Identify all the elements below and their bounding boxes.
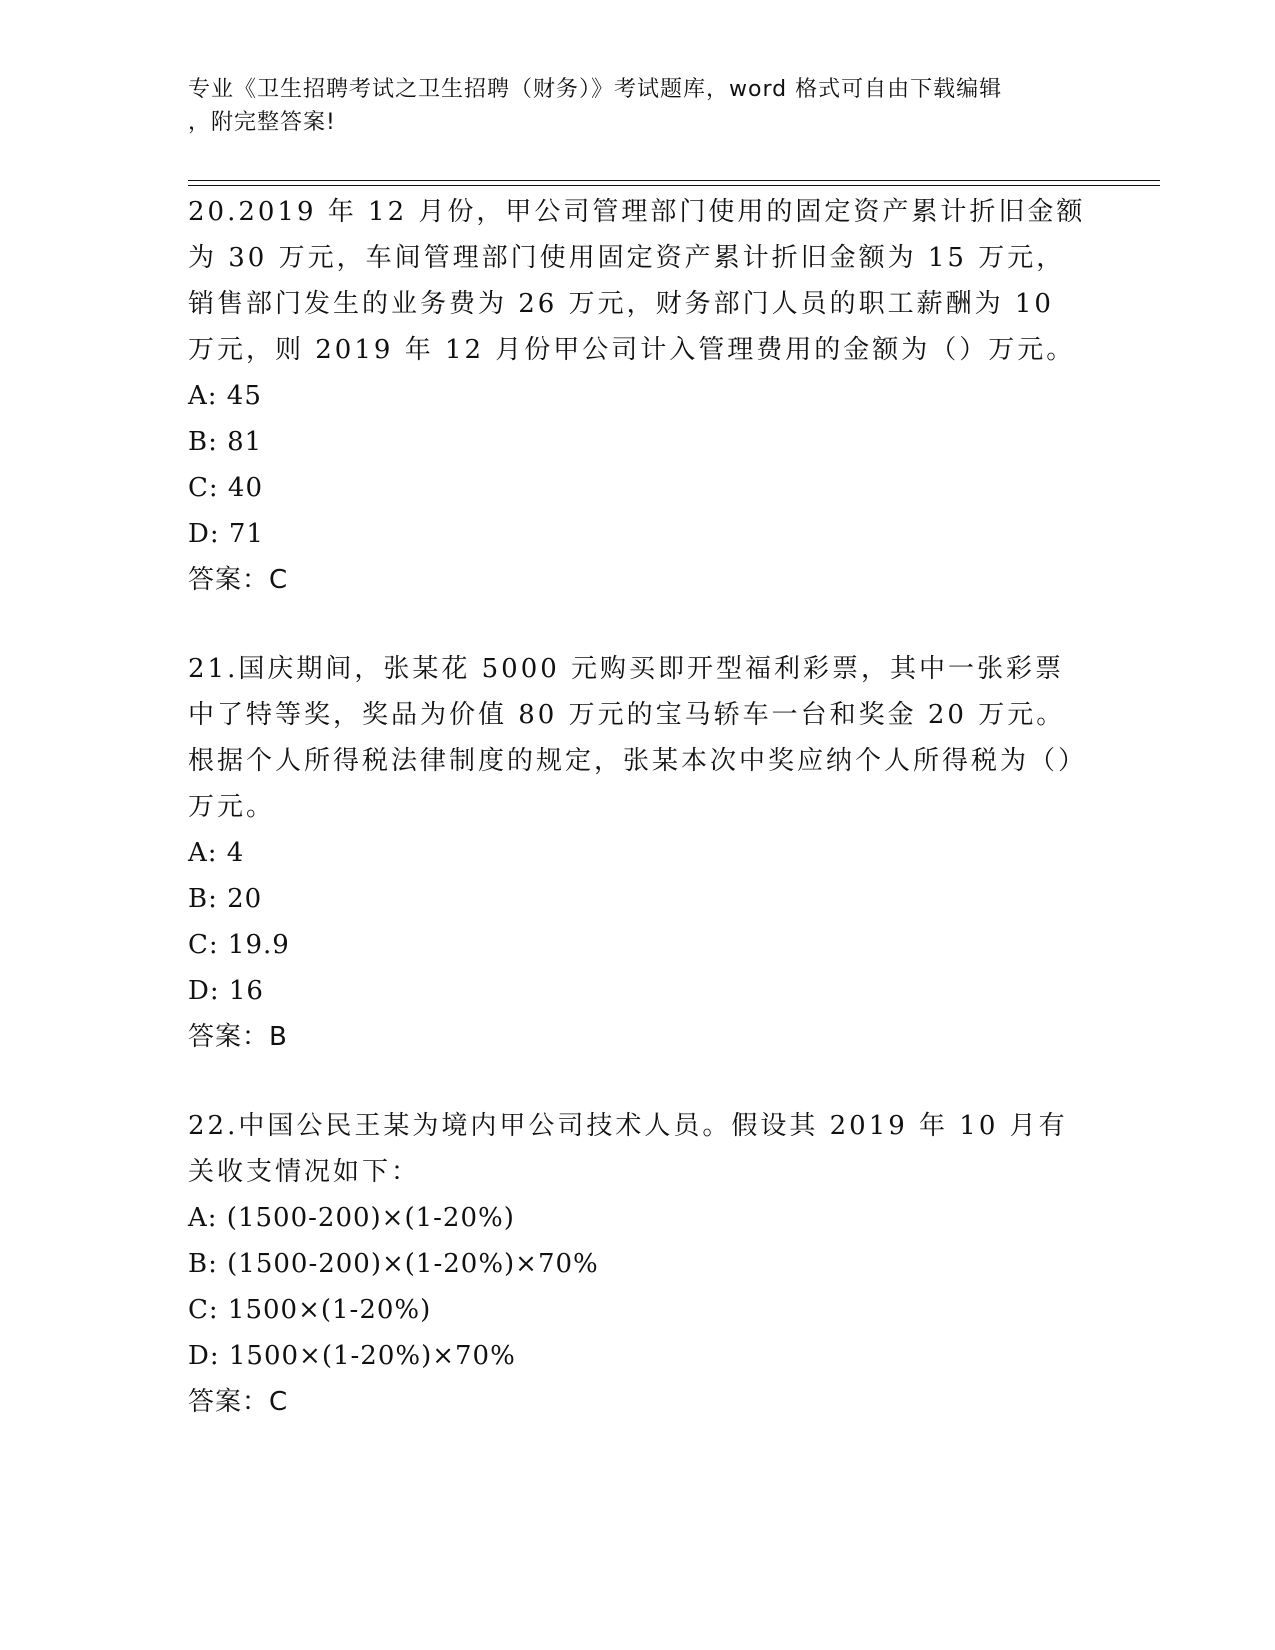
question-22 xyxy=(188,1103,1088,1425)
option-c: C: 19.9 xyxy=(188,930,290,960)
answer-line: 答案：C xyxy=(188,565,289,595)
option-list xyxy=(188,830,1088,1014)
option-d: D: 1500×(1-20%)×70% xyxy=(188,1341,516,1371)
header-note: 专业《卫生招聘考试之卫生招聘（财务）》考试题库，word 格式可自由下载编辑 ，附完整答案! xyxy=(188,77,1003,135)
question-21 xyxy=(188,646,1088,1060)
question-stem: 21.国庆期间，张某花 5000 元购买即开型福利彩票，其中一张彩票中了特等奖，奖品为价值 80 万元的宝马轿车一台和奖金 20 万元。根据个人所得税法律制度的规定，张某本次中奖应纳个人所得税为（）万元。 xyxy=(188,654,1088,822)
answer-line: 答案：B xyxy=(188,1022,288,1052)
option-b: B: 20 xyxy=(188,884,263,914)
option-d: D: 71 xyxy=(188,519,264,549)
option-list xyxy=(188,373,1088,557)
header-divider-top xyxy=(188,180,1160,181)
question-list xyxy=(188,189,1088,1468)
question-20 xyxy=(188,189,1088,603)
option-c: C: 1500×(1-20%) xyxy=(188,1295,432,1325)
answer-line: 答案：C xyxy=(188,1387,289,1417)
option-a: A: (1500-200)×(1-20%) xyxy=(188,1203,515,1233)
option-a: A: 4 xyxy=(188,838,245,868)
option-list xyxy=(188,1195,1088,1379)
option-c: C: 40 xyxy=(188,473,264,503)
option-a: A: 45 xyxy=(188,381,262,411)
question-stem: 20.2019 年 12 月份，甲公司管理部门使用的固定资产累计折旧金额为 30 万元，车间管理部门使用固定资产累计折旧金额为 15 万元，销售部门发生的业务费为 26 万元，财务部门人员的职工薪酬为 10 万元，则 2019 年 12 月份甲公司计入管理费用的金额为（）万元。 xyxy=(188,197,1086,365)
option-b: B: (1500-200)×(1-20%)×70% xyxy=(188,1249,599,1279)
option-d: D: 16 xyxy=(188,976,264,1006)
header-divider-bottom xyxy=(188,185,1160,186)
option-b: B: 81 xyxy=(188,427,263,457)
question-stem: 22.中国公民王某为境内甲公司技术人员。假设其 2019 年 10 月有关收支情况如下： xyxy=(188,1111,1068,1187)
